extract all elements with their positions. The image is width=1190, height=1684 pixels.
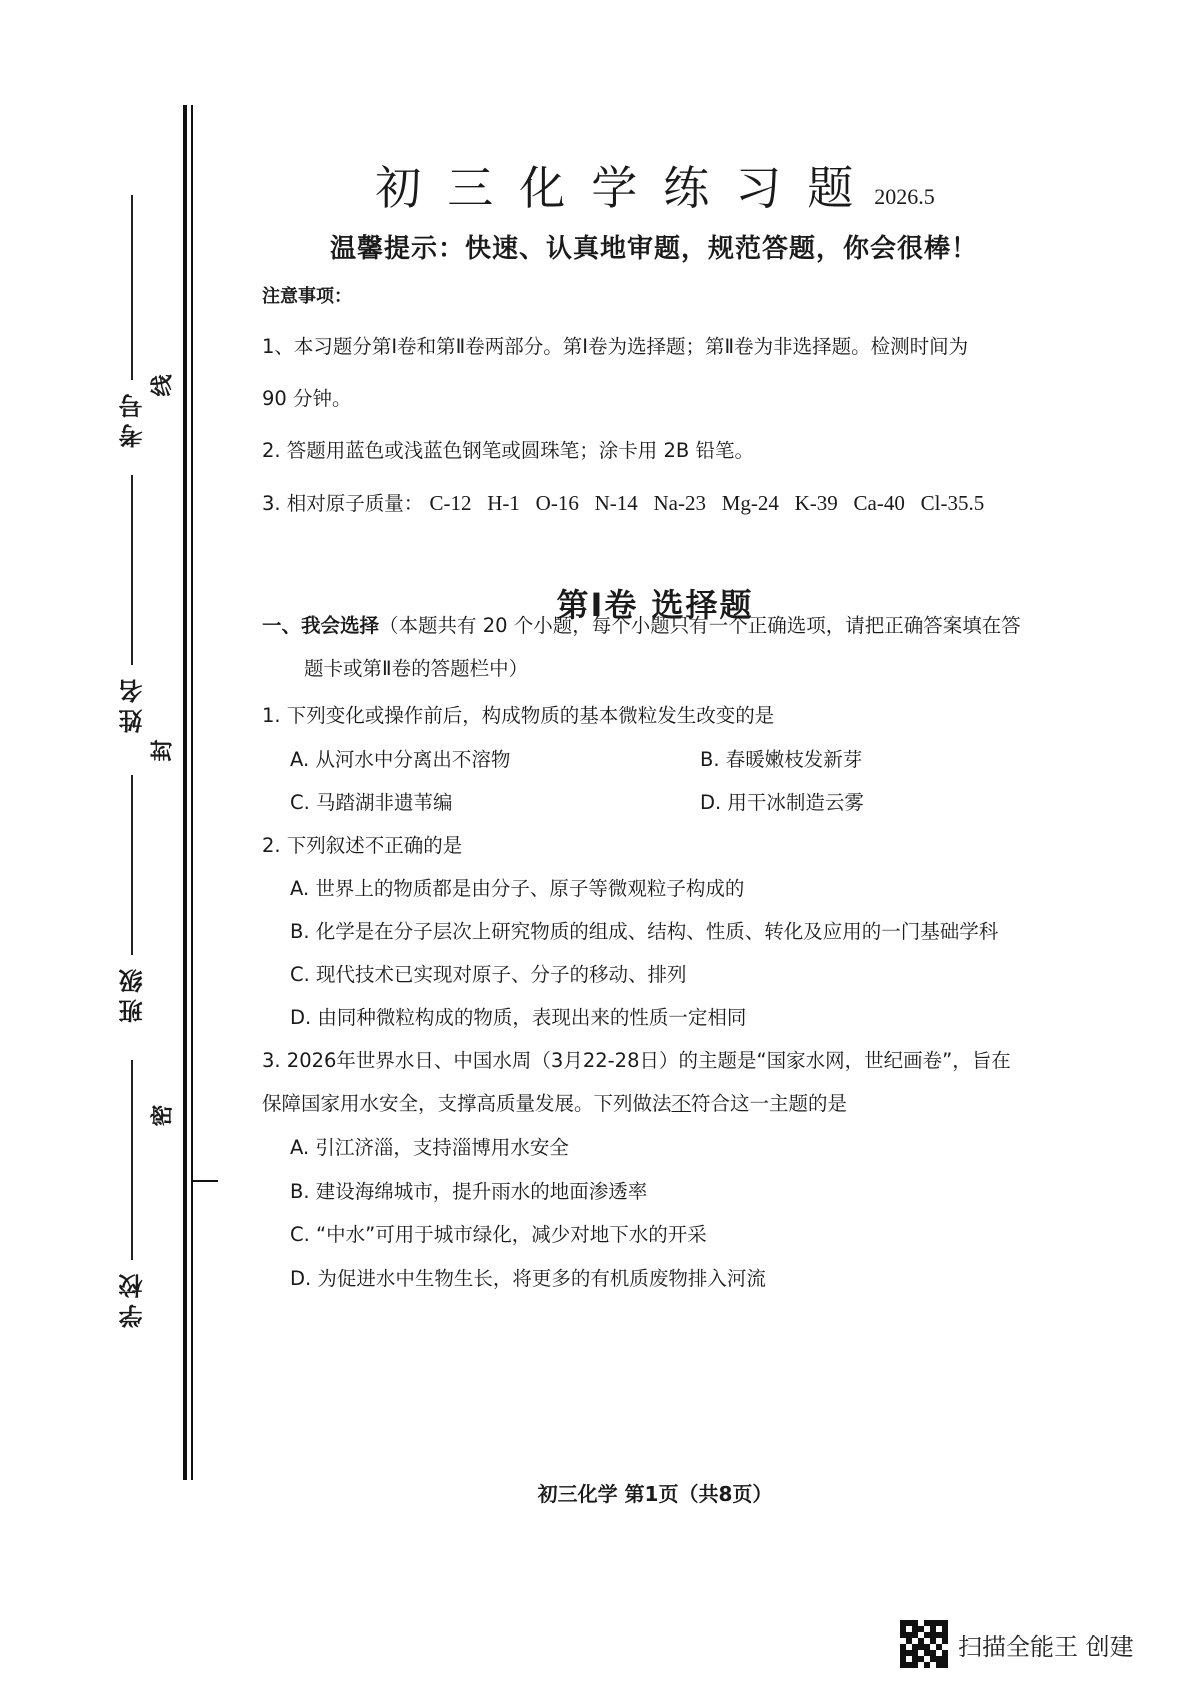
notes-item-1-line-1: 1、本习题分第Ⅰ卷和第Ⅱ卷两部分。第Ⅰ卷为选择题；第Ⅱ卷为非选择题。检测时间为 [262,335,969,358]
page-footer: 初三化学 第1页（共8页） [537,1482,773,1506]
seal-char-seal: 封 [150,739,176,762]
notes-heading: 注意事项： [262,286,352,307]
section-title: 第Ⅰ卷 选择题 [556,586,754,624]
question-3-stem-post: 符合这一主题的是 [691,1092,848,1115]
binding-tick [193,1180,218,1182]
notes-item-2: 2. 答题用蓝色或浅蓝色钢笔或圆珠笔；涂卡用 2B 铅笔。 [262,439,754,462]
notes-item-3-label: 3. 相对原子质量： [262,492,424,515]
qr-code-icon [900,1620,948,1668]
question-2-option-d: D. 由同种微粒构成的物质，表现出来的性质一定相同 [290,1006,747,1029]
field-line [131,775,133,955]
part-desc-line-2: 题卡或第Ⅱ卷的答题栏中） [304,657,529,680]
title-block [0,152,1190,218]
question-2-option-a: A. 世界上的物质都是由分子、原子等微观粒子构成的 [290,877,745,900]
field-exam-number[interactable] [112,195,152,448]
field-label-school: 学校 [118,1268,147,1328]
notes-item-3 [262,489,984,518]
field-label-exam-number: 考号 [118,388,147,448]
question-3-option-c: C. “中水”可用于城市绿化，减少对地下水的开采 [290,1223,707,1246]
question-3-stem-line-1: 3. 2026年世界水日、中国水周（3月22-28日）的主题是“国家水网，世纪画卷”，旨在 [262,1049,1011,1072]
field-label-name: 姓名 [118,673,147,733]
binding-line-inner [191,105,193,1480]
binding-line-outer [183,105,187,1480]
part-desc-line-1: （本题共有 20 个小题，每个小题只有一个正确选项，请把正确答案填在答 [379,614,1021,637]
field-line [131,475,133,665]
field-school[interactable] [112,1060,152,1328]
part-heading [262,612,1021,640]
question-2-option-b: B. 化学是在分子层次上研究物质的组成、结构、性质、转化及应用的一门基础学科 [290,920,999,943]
field-line [131,1060,133,1260]
part-label: 一、我会选择 [262,614,380,637]
page-title: 初三化学练习题 [375,161,880,215]
question-3-stem-line-2 [262,1090,847,1118]
question-3-option-b: B. 建设海绵城市，提升雨水的地面渗透率 [290,1180,648,1203]
field-line [131,195,133,380]
question-1-option-a: A. 从河水中分离出不溶物 [290,748,511,771]
title-date: 2026.5 [874,184,935,209]
question-3-emphasis-not: 不 [671,1092,692,1115]
question-1-option-c: C. 马踏湖非遗苇编 [290,791,453,814]
atomic-masses: C-12 H-1 O-16 N-14 Na-23 Mg-24 K-39 Ca-40 Cl-35.5 [429,491,985,515]
question-3-option-d: D. 为促进水中生物生长，将更多的有机质废物排入河流 [290,1267,766,1290]
warm-tip: 温馨提示：快速、认真地审题，规范答题，你会很棒！ [330,234,979,264]
seal-char-close: 密 [150,1104,176,1127]
watermark-text: 扫描全能王 创建 [958,1632,1134,1661]
field-label-class: 班级 [118,963,147,1023]
question-3-option-a: A. 引江济淄，支持淄博用水安全 [290,1136,569,1159]
seal-char-line: 线 [150,374,176,397]
scanner-watermark [900,1620,1134,1668]
notes-item-1-line-2: 90 分钟。 [262,387,352,410]
question-1-option-b: B. 春暖嫩枝发新芽 [700,748,863,771]
question-1-option-d: D. 用干冰制造云雾 [700,791,864,814]
field-class[interactable] [112,775,152,1023]
question-3-stem-pre: 保障国家用水安全，支撑高质量发展。下列做法 [262,1092,672,1115]
question-2-option-c: C. 现代技术已实现对原子、分子的移动、排列 [290,963,687,986]
question-1-stem: 1. 下列变化或操作前后，构成物质的基本微粒发生改变的是 [262,704,775,727]
question-2-stem: 2. 下列叙述不正确的是 [262,834,463,857]
